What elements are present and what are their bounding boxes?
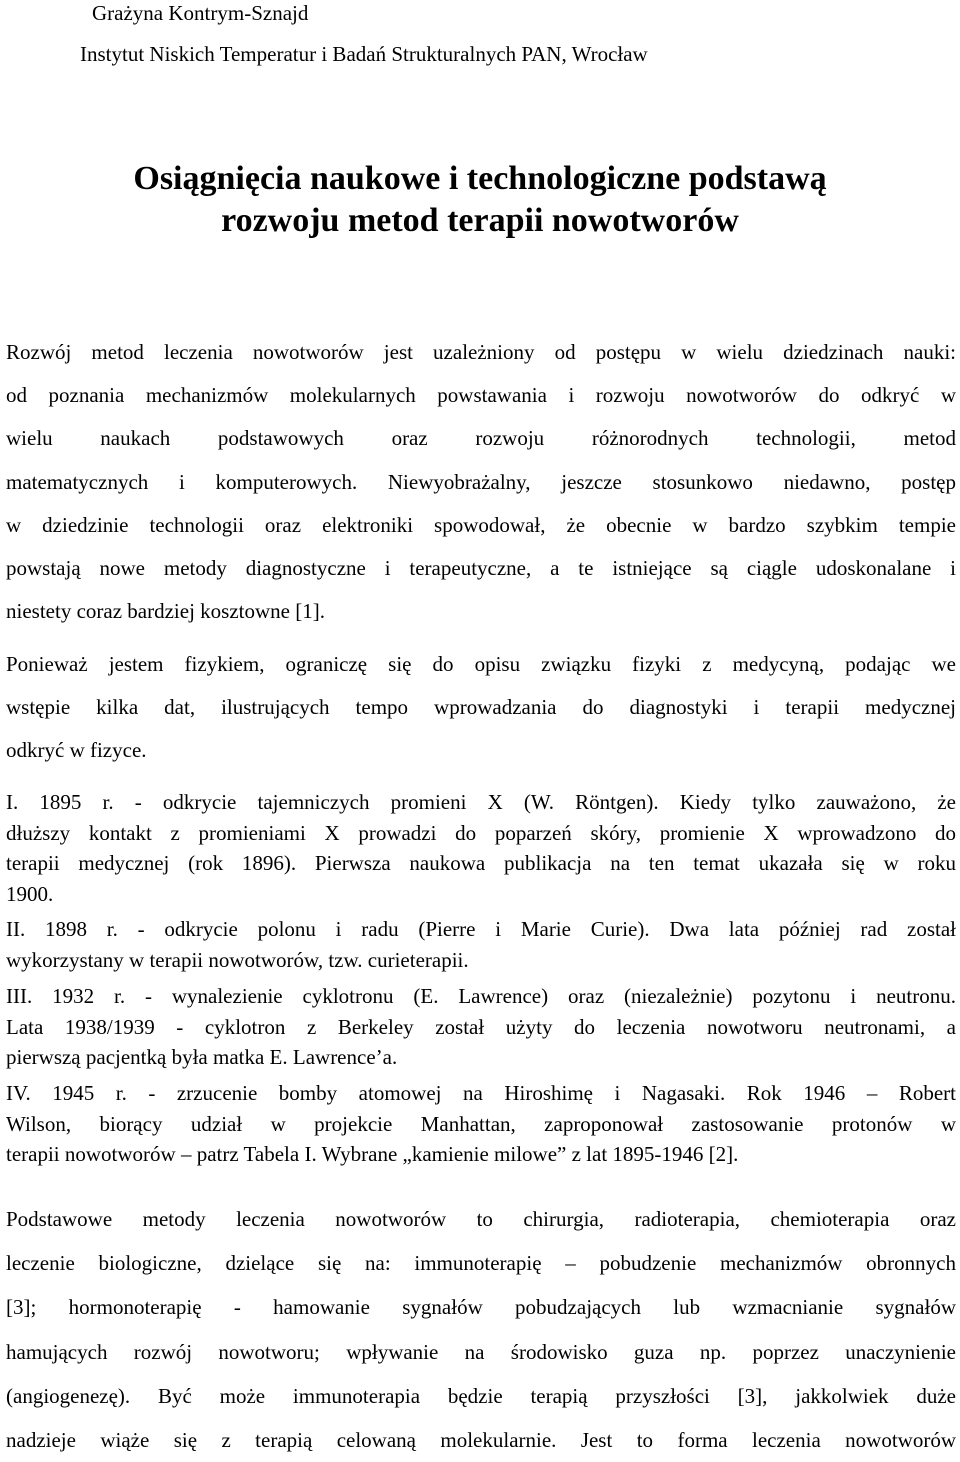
text-line: II. 1898 r. - odkrycie polonu i radu (Pierre i Marie Curie). Dwa lata później rad został <box>6 917 956 941</box>
author-name: Grażyna Kontrym-Sznajd <box>92 1 309 25</box>
text-line: wykorzystany w terapii nowotworów, tzw. curieterapii. <box>6 947 469 972</box>
milestone-item-2 <box>6 914 956 975</box>
text-line: od poznania mechanizmów molekularnych powstawania i rozwoju nowotworów do odkryć w <box>6 383 956 408</box>
text-line: odkryć w fizyce. <box>6 738 147 762</box>
text-line: nadzieje wiąże się z terapią celowaną molekularnie. Jest to forma leczenia nowotworów <box>6 1428 956 1453</box>
text-line: matematycznych i komputerowych. Niewyobrażalny, jeszcze stosunkowo niedawno, postęp <box>6 469 956 494</box>
text-line: terapii nowotworów – patrz Tabela I. Wybrane „kamienie milowe” z lat 1895-1946 [2]. <box>6 1142 739 1166</box>
milestone-item-1 <box>6 787 956 909</box>
milestone-item-3 <box>6 981 956 1073</box>
text-line: (angiogenezę). Być może immunoterapia będzie terapią przyszłości [3], jakkolwiek duże <box>6 1383 956 1408</box>
text-line: hamujących rozwój nowotworu; wpływanie na środowisko guza np. poprzez unaczynienie <box>6 1339 956 1364</box>
milestone-item-4 <box>6 1078 956 1170</box>
text-line: 1900. <box>6 881 54 906</box>
text-line: Lata 1938/1939 - cyklotron z Berkeley został użyty do leczenia nowotworu neutronami, a <box>6 1014 956 1039</box>
text-line: leczenie biologiczne, dzielące się na: immunoterapię – pobudzenie mechanizmów obronnych <box>6 1251 956 1276</box>
physics-paragraph <box>6 643 956 772</box>
text-line: Rozwój metod leczenia nowotworów jest uzależniony od postępu w wielu dziedzinach nauki: <box>6 340 956 364</box>
text-line: niestety coraz bardziej kosztowne [1]. <box>6 599 325 624</box>
treatment-methods-paragraph <box>6 1197 956 1462</box>
text-line: I. 1895 r. - odkrycie tajemniczych promieni X (W. Röntgen). Kiedy tylko zauważono, że <box>6 790 956 814</box>
text-line: [3]; hormonoterapię - hamowanie sygnałów pobudzających lub wzmacnianie sygnałów <box>6 1295 956 1320</box>
author-affiliation: Instytut Niskich Temperatur i Badań Strukturalnych PAN, Wrocław <box>80 42 648 66</box>
text-line: powstają nowe metody diagnostyczne i terapeutyczne, a te istniejące są ciągle udoskonalane i <box>6 556 956 581</box>
document-title-line-2: rozwoju metod terapii nowotworów <box>221 202 739 239</box>
text-line: terapii medycznej (rok 1896). Pierwsza naukowa publikacja na ten temat ukazała się w roku <box>6 851 956 875</box>
text-line: pierwszą pacjentką była matka E. Lawrence’a. <box>6 1045 398 1069</box>
text-line: III. 1932 r. - wynalezienie cyklotronu (E. Lawrence) oraz (niezależnie) pozytonu i neutronu. <box>6 984 956 1008</box>
text-line: Wilson, biorący udział w projekcie Manhattan, zaproponował zastosowanie protonów w <box>6 1111 956 1136</box>
text-line: IV. 1945 r. - zrzucenie bomby atomowej na Hiroshimę i Nagasaki. Rok 1946 – Robert <box>6 1081 956 1105</box>
text-line: wielu naukach podstawowych oraz rozwoju różnorodnych technologii, metod <box>6 426 956 451</box>
intro-paragraph <box>6 331 956 633</box>
text-line: dłuższy kontakt z promieniami X prowadzi do poparzeń skóry, promienie X wprowadzono do <box>6 820 956 845</box>
text-line: Ponieważ jestem fizykiem, ograniczę się do opisu związku fizyki z medycyną, podając we <box>6 652 956 676</box>
document-title-line-1: Osiągnięcia naukowe i technologiczne podstawą <box>133 160 827 197</box>
text-line: Podstawowe metody leczenia nowotworów to chirurgia, radioterapia, chemioterapia oraz <box>6 1207 956 1231</box>
text-line: wstępie kilka dat, ilustrujących tempo wprowadzania do diagnostyki i terapii medycznej <box>6 695 956 719</box>
text-line: w dziedzinie technologii oraz elektroniki spowodował, że obecnie w bardzo szybkim tempie <box>6 512 956 537</box>
